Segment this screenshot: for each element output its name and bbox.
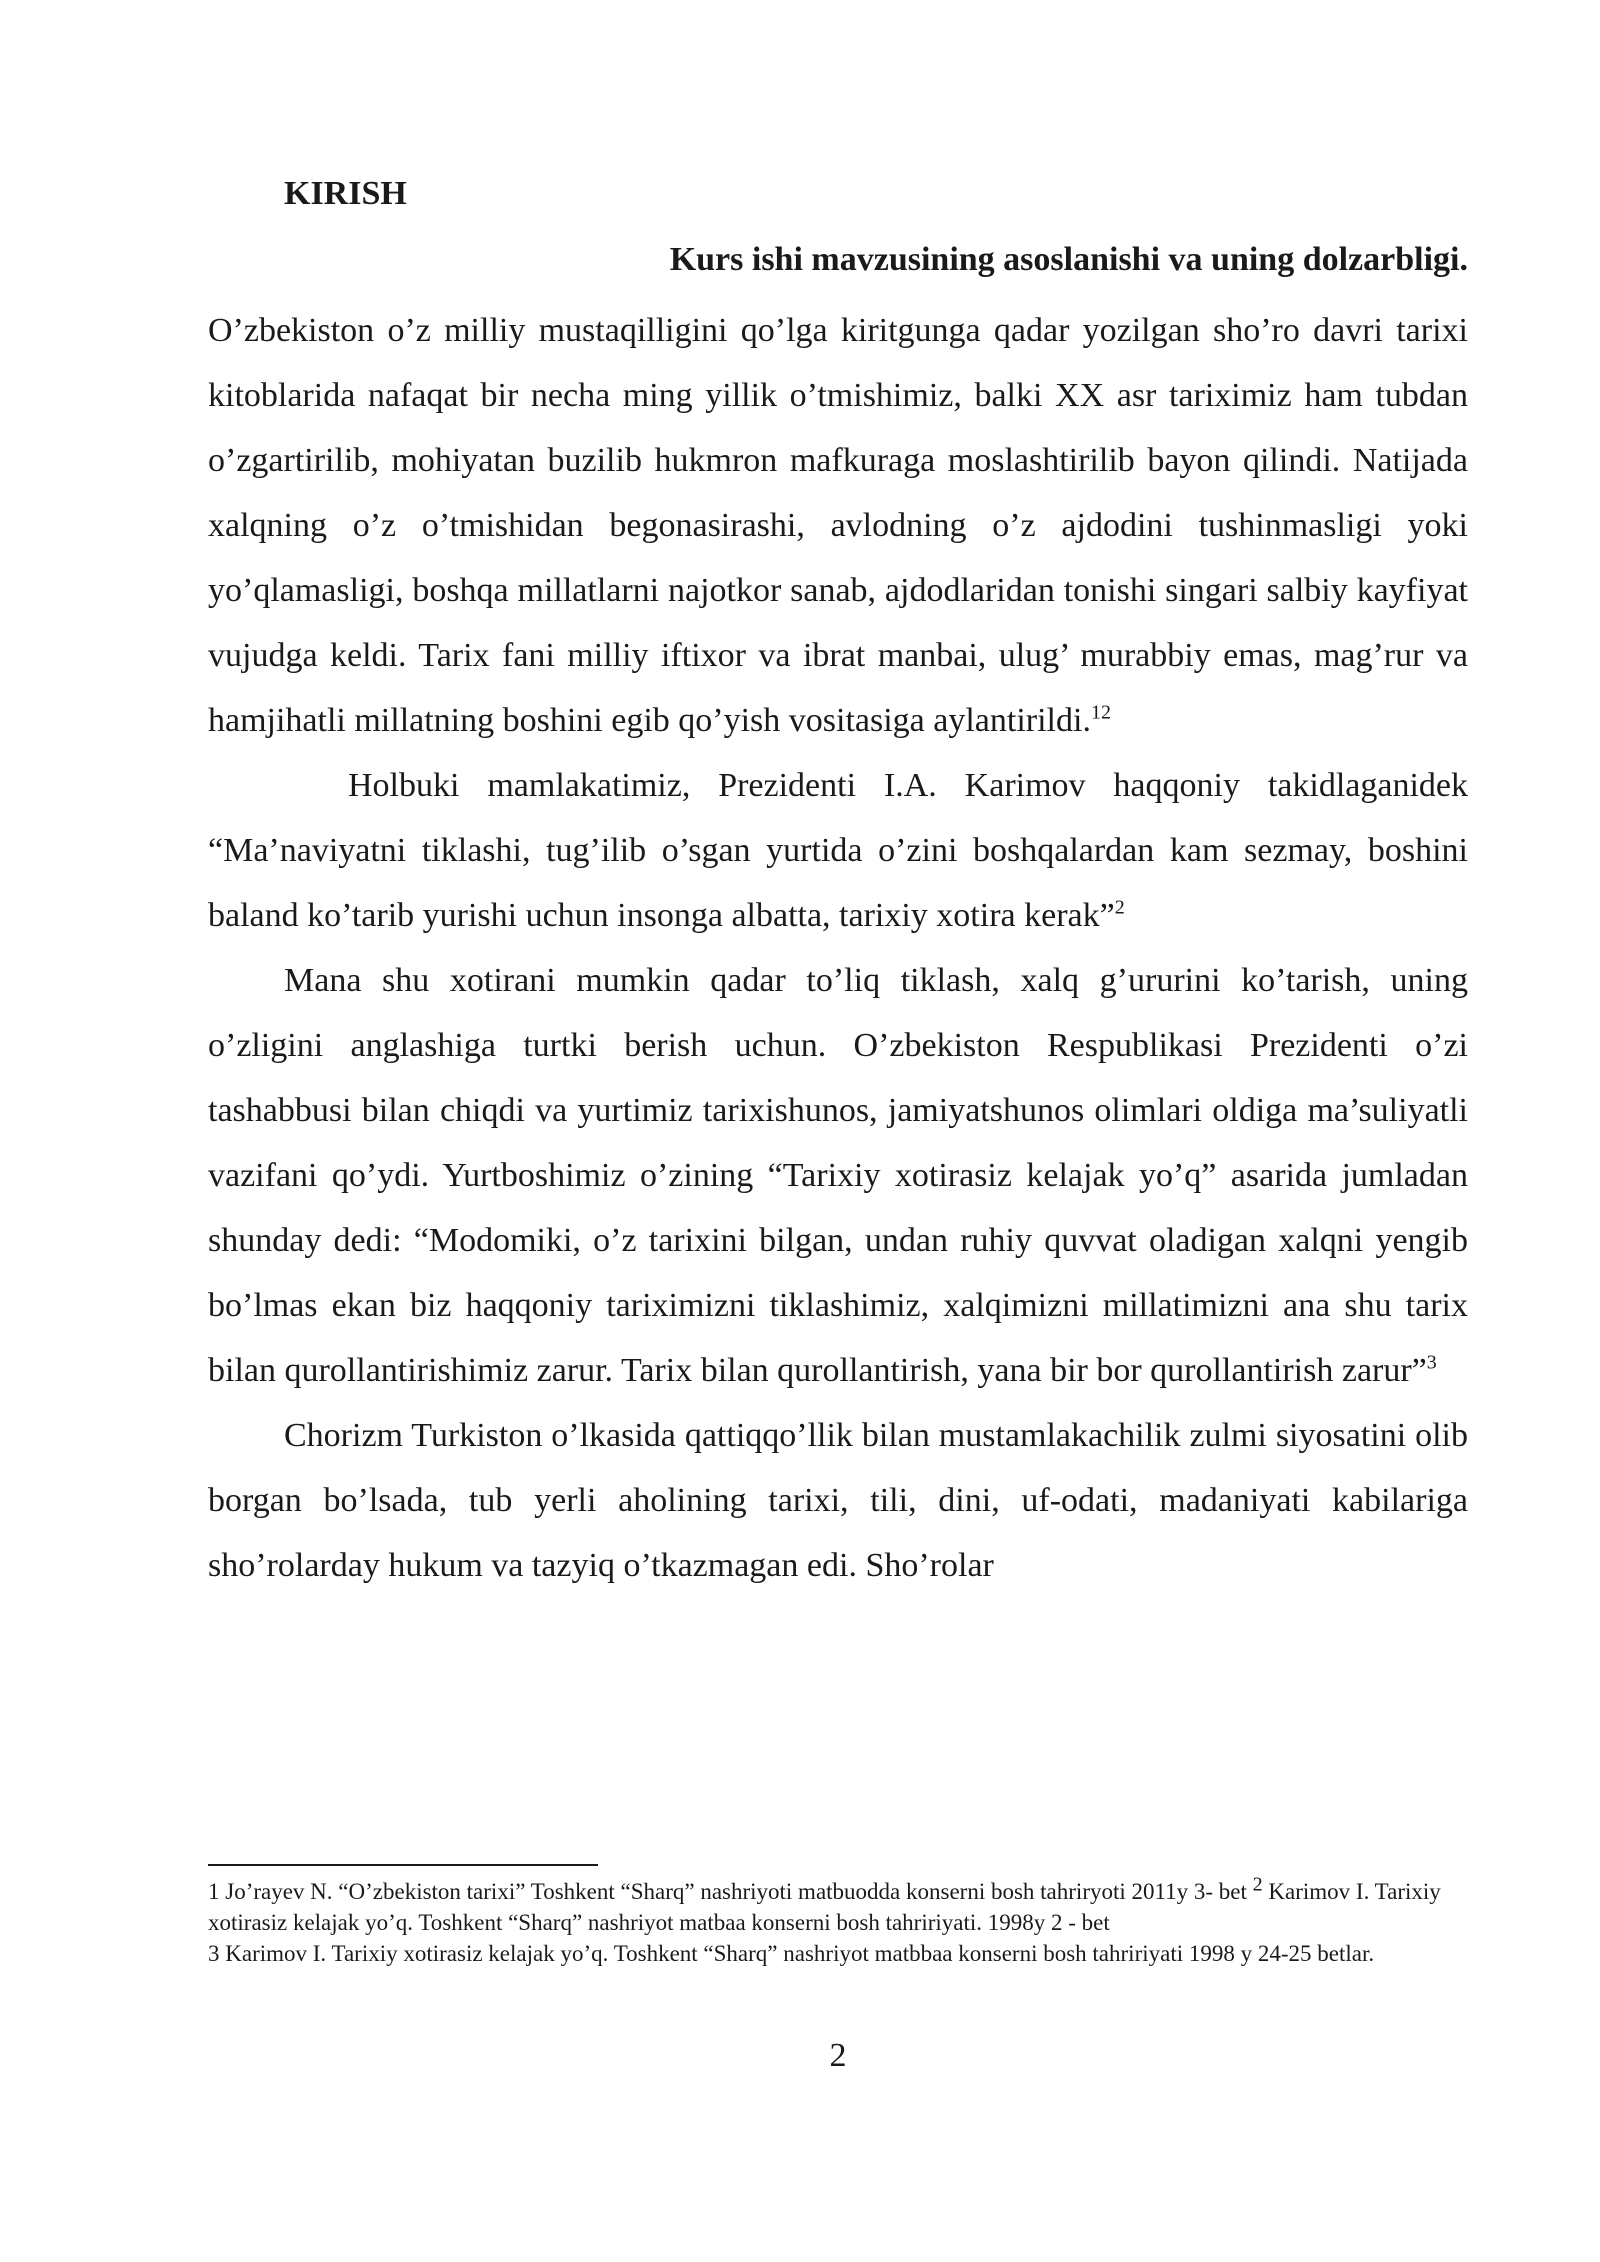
paragraph-2 bbox=[208, 753, 1468, 948]
paragraph-2-text: Holbuki mamlakatimiz, Prezidenti I.A. Karimov haqqoniy takidlaganidek “Ma’naviyatni tiklashi, tug’ilib o’sgan yurtida o’zini boshqalardan kam sezmay, boshini baland ko’tarib yurishi uchun insonga albatta, tarixiy xotira kerak” bbox=[208, 767, 1468, 934]
paragraph-4 bbox=[208, 1403, 1468, 1598]
paragraph-1 bbox=[208, 298, 1468, 753]
footnotes bbox=[208, 1873, 1468, 1969]
body-text bbox=[208, 298, 1468, 1598]
footnote-divider bbox=[208, 1864, 598, 1866]
section-heading: KIRISH bbox=[284, 175, 407, 212]
footnote-2-text: Karimov I. Tarixiy xotirasiz kelajak yo’q. Toshkent “Sharq” nashriyot matbaa konserni bosh tahririyati. 1998y 2 - bet bbox=[208, 1879, 1441, 1935]
footnote-ref-2: 2 bbox=[1114, 896, 1125, 919]
paragraph-1-text: O’zbekiston o’z milliy mustaqilligini qo’lga kiritgunga qadar yozilgan sho’ro davri tarixi kitoblarida nafaqat bir necha ming yillik o’tmishimiz, balki XX asr tariximiz ham tubdan o’zgartirilib, mohiyatan buzilib hukmron mafkuraga moslashtirilib bayon qilindi. Natijada xalqning o’z o’tmishidan begonasirashi, avlodning o’z ajdodini tushinmasligi yoki yo’qlamasligi, boshqa millatlarni najotkor sanab, ajdodlaridan tonishi singari salbiy kayfiyat vujudga keldi. Tarix fani milliy iftixor va ibrat manbai, ulug’ murabbiy emas, mag’rur va hamjihatli millatning boshini egib qo’yish vositasiga aylantirildi. bbox=[208, 312, 1468, 739]
footnote-1 bbox=[208, 1873, 1468, 1938]
paragraph-3 bbox=[208, 948, 1468, 1403]
paragraph-3-text: Mana shu xotirani mumkin qadar to’liq tiklash, xalq g’ururini ko’tarish, uning o’zligini anglashiga turtki berish uchun. O’zbekiston Respublikasi Prezidenti o’zi tashabbusi bilan chiqdi va yurtimiz tarixishunos, jamiyatshunos olimlari oldiga ma’suliyatli vazifani qo’ydi. Yurtboshimiz o’zining “Tarixiy xotirasiz kelajak yo’q” asarida jumladan shunday dedi: “Modomiki, o’z tarixini bilgan, undan ruhiy quvvat oladigan xalqni yengib bo’lmas ekan biz haqqoniy tariximizni tiklashimiz, xalqimizni millatimizni ana shu tarix bilan qurollantirishimiz zarur. Tarix bilan qurollantirish, yana bir bor qurollantirish zarur” bbox=[208, 962, 1468, 1389]
footnote-ref-3: 3 bbox=[1426, 1351, 1437, 1374]
footnote-3-text: 3 Karimov I. Tarixiy xotirasiz kelajak yo’q. Toshkent “Sharq” nashriyot matbbaa konserni bosh tahririyati 1998 y 24-25 betlar. bbox=[208, 1941, 1375, 1966]
footnote-ref-1: 12 bbox=[1090, 701, 1111, 724]
paragraph-4-text: Chorizm Turkiston o’lkasida qattiqqo’llik bilan mustamlakachilik zulmi siyosatini olib borgan bo’lsada, tub yerli aholining tarixi, tili, dini, uf-odati, madaniyati kabilariga sho’rolarday hukum va tazyiq o’tkazmagan edi. Sho’rolar bbox=[208, 1417, 1468, 1584]
footnote-1-text: 1 Jo’rayev N. “O’zbekiston tarixi” Toshkent “Sharq” nashriyoti matbuodda konserni bosh tahriryoti 2011y 3- bet bbox=[208, 1879, 1247, 1904]
footnote-1-sup: 2 bbox=[1252, 1873, 1263, 1896]
document-page bbox=[208, 0, 1468, 2262]
section-subheading: Kurs ishi mavzusining asoslanishi va uning dolzarbligi. bbox=[669, 241, 1468, 278]
footnote-3 bbox=[208, 1938, 1468, 1969]
page-number: 2 bbox=[829, 2037, 847, 2074]
